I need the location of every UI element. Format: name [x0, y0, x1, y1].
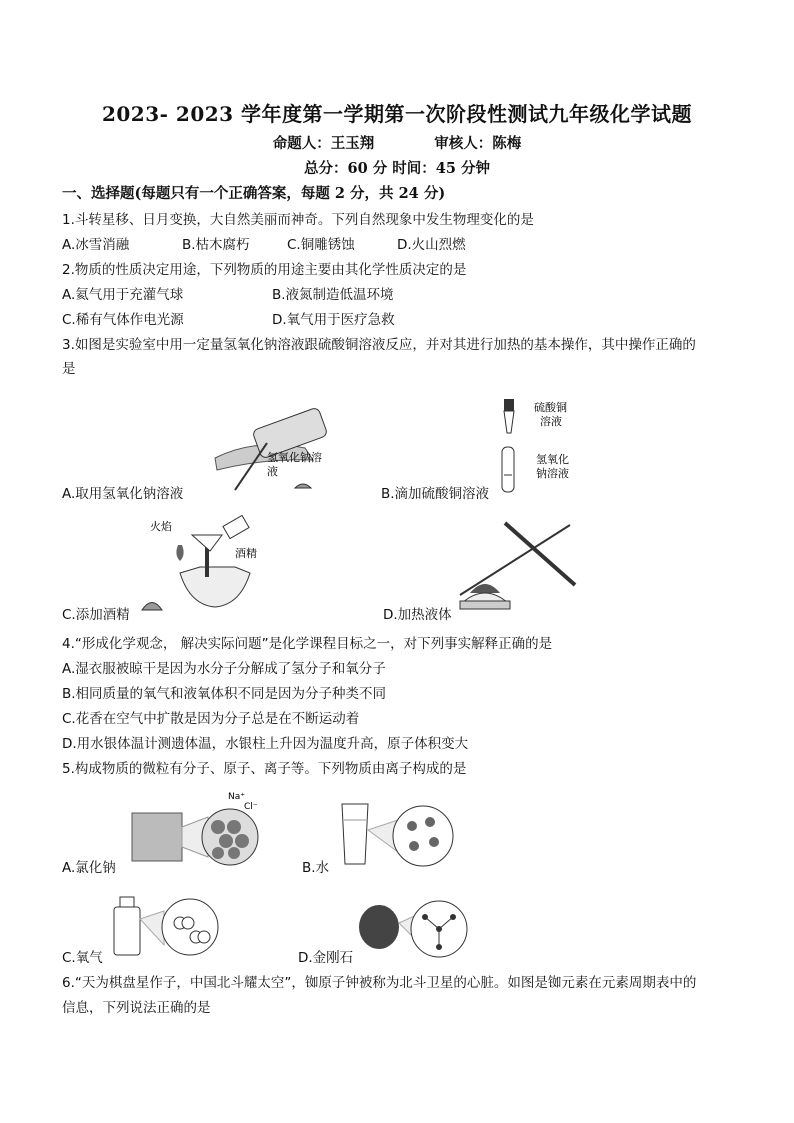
alcohol-lamp-cap-icon: [140, 597, 164, 611]
figure-water: [338, 800, 458, 870]
q1-option-b: B.枯木腐朽: [182, 237, 250, 253]
q3-option-c: C.添加酒精: [62, 607, 130, 623]
q3-stem: 3.如图是实验室中用一定量氢氧化钠溶液跟硫酸铜溶液反应，并对其进行加热的基本操作，其中操作正确的: [62, 337, 696, 353]
figure-pouring-naoh: [195, 398, 375, 493]
q3-option-a: A.取用氢氧化钠溶液: [62, 486, 184, 502]
q5-option-b: B.水: [302, 860, 330, 876]
figure-oxygen: [112, 893, 222, 958]
q4-option-b: B.相同质量的氧气和液氧体积不同是因为分子种类不同: [62, 686, 387, 702]
figB-label-2: 溶液: [540, 415, 562, 428]
figA-na-label: Na⁺: [228, 792, 245, 802]
figA-cl-label: Cl⁻: [244, 802, 258, 812]
author-line: [0, 132, 794, 153]
q5-option-a: A.氯化钠: [62, 860, 116, 876]
figB-label-4: 钠溶液: [536, 467, 569, 480]
q4-option-a: A.湿衣服被晾干是因为水分子分解成了氢分子和氧分子: [62, 661, 386, 677]
q4-option-d: D.用水银体温计测遗体温，水银柱上升因为温度升高，原子体积变大: [62, 736, 469, 752]
q2-option-a: A.氦气用于充灌气球: [62, 287, 184, 303]
q2-option-c: C.稀有气体作电光源: [62, 312, 184, 328]
q2-stem: 2.物质的性质决定用途，下列物质的用途主要由其化学性质决定的是: [62, 262, 467, 278]
q6-stem: 6.“天为棋盘星作子，中国北斗耀太空”，铷原子钟被称为北斗卫星的心脏。如图是铷元素在元素周期表中的: [62, 975, 697, 991]
q3-option-b: B.滴加硫酸铜溶液: [381, 486, 490, 502]
q1-option-d: D.火山烈燃: [397, 237, 466, 253]
q5-stem: 5.构成物质的微粒有分子、原子、离子等。下列物质由离子构成的是: [62, 761, 467, 777]
q4-stem: 4.“形成化学观念， 解决实际问题”是化学课程目标之一，对下列事实解释正确的是: [62, 636, 553, 652]
figA-label-2: 液: [267, 465, 278, 478]
figB-label-3: 氢氧化: [536, 453, 569, 466]
q3-stem-cont: 是: [62, 361, 76, 377]
figB-label-1: 硫酸铜: [534, 401, 567, 414]
q2-option-b: B.液氮制造低温环境: [272, 287, 394, 303]
q1-option-c: C.铜雕锈蚀: [287, 237, 355, 253]
figC-label-1: 火焰: [150, 520, 172, 533]
figure-dropper: [490, 395, 600, 500]
figA-label-1: 氢氧化钠溶: [267, 451, 322, 464]
q5-option-c: C.氧气: [62, 950, 103, 966]
score-time-line: 总分：60 分 时间：45 分钟: [304, 160, 490, 177]
q2-option-d: D.氧气用于医疗急救: [272, 312, 395, 328]
q6-stem-cont: 信息，下列说法正确的是: [62, 1000, 211, 1016]
section-heading: 一、选择题(每题只有一个正确答案，每题 2 分，共 24 分): [62, 185, 446, 202]
author: 命题人：王玉翔: [272, 135, 375, 152]
figC-label-2: 酒精: [235, 547, 257, 560]
figure-diamond: [355, 893, 470, 963]
q1-option-a: A.冰雪消融: [62, 237, 130, 253]
q4-option-c: C.花香在空气中扩散是因为分子总是在不断运动着: [62, 711, 360, 727]
q3-option-d: D.加热液体: [383, 607, 452, 623]
figure-heating-liquid: [450, 515, 585, 615]
exam-title: 2023- 2023 学年度第一学期第一次阶段性测试九年级化学试题: [101, 102, 693, 126]
q5-option-d: D.金刚石: [298, 950, 354, 966]
figure-sodium-chloride: [130, 787, 260, 867]
reviewer: 审核人：陈梅: [434, 135, 522, 152]
q1-stem: 1.斗转星移、日月变换，大自然美丽而神奇。下列自然现象中发生物理变化的是: [62, 212, 534, 228]
